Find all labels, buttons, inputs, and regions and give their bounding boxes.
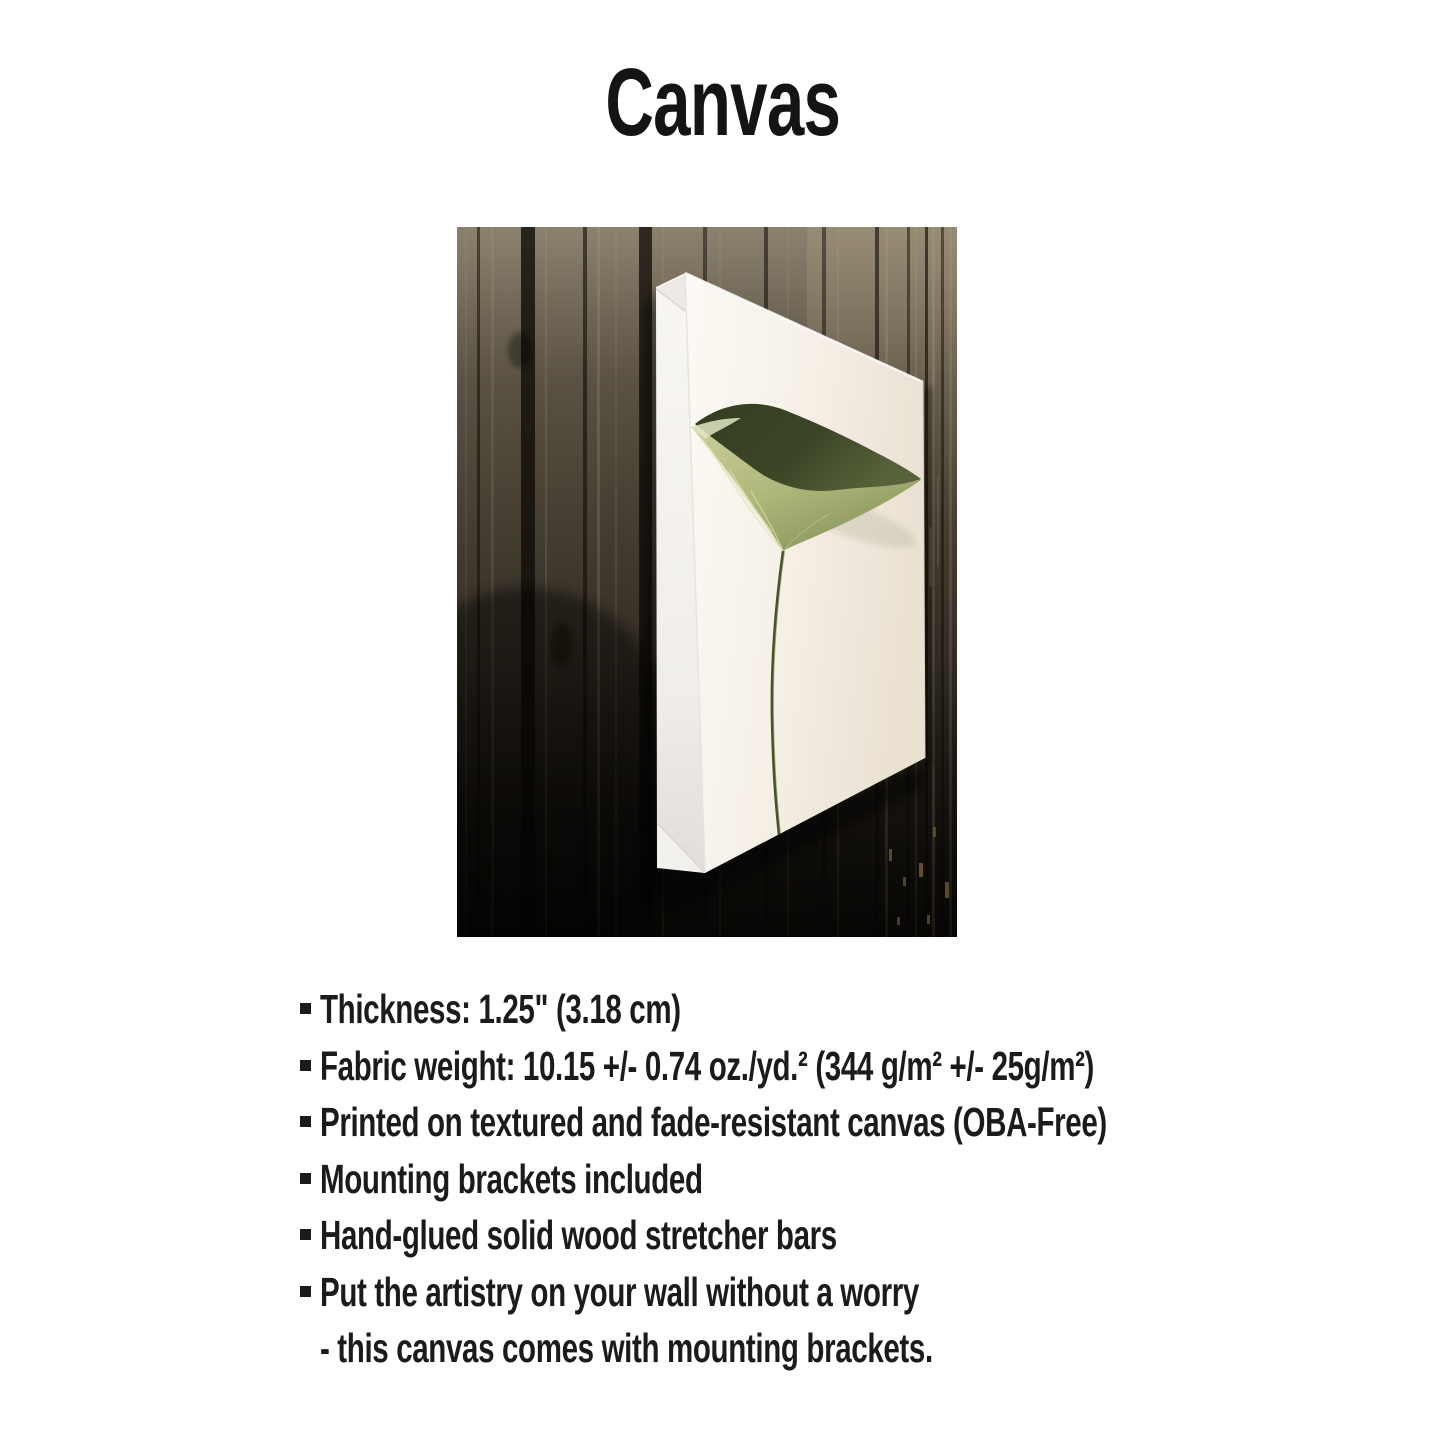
bullet-square-icon [300,1116,311,1127]
spec-item-printed-canvas: Printed on textured and fade-resistant canvas (OBA-Free) [300,1094,1400,1151]
spec-list [300,981,1400,1377]
bullet-square-icon [300,1229,311,1240]
bullet-square-icon [300,1286,311,1297]
spec-item-artistry: Put the artistry on your wall without a worry [300,1264,1400,1321]
spec-item-thickness: Thickness: 1.25" (3.18 cm) [300,981,1400,1038]
page-title: Canvas [605,49,840,156]
canvas-on-wood-photo-illustration [457,227,957,937]
spec-item-mounting-brackets: Mounting brackets included [300,1151,1400,1208]
bullet-square-icon [300,1003,311,1014]
bullet-square-icon [300,1173,311,1184]
spec-item-stretcher-bars: Hand-glued solid wood stretcher bars [300,1207,1400,1264]
spec-item-fabric-weight: Fabric weight: 10.15 +/- 0.74 oz./yd.² (344 g/m² +/- 25g/m²) [300,1038,1400,1095]
product-photo [457,227,957,937]
bullet-square-icon [300,1060,311,1071]
spec-item-brackets-note: - this canvas comes with mounting brackets. [320,1325,933,1371]
